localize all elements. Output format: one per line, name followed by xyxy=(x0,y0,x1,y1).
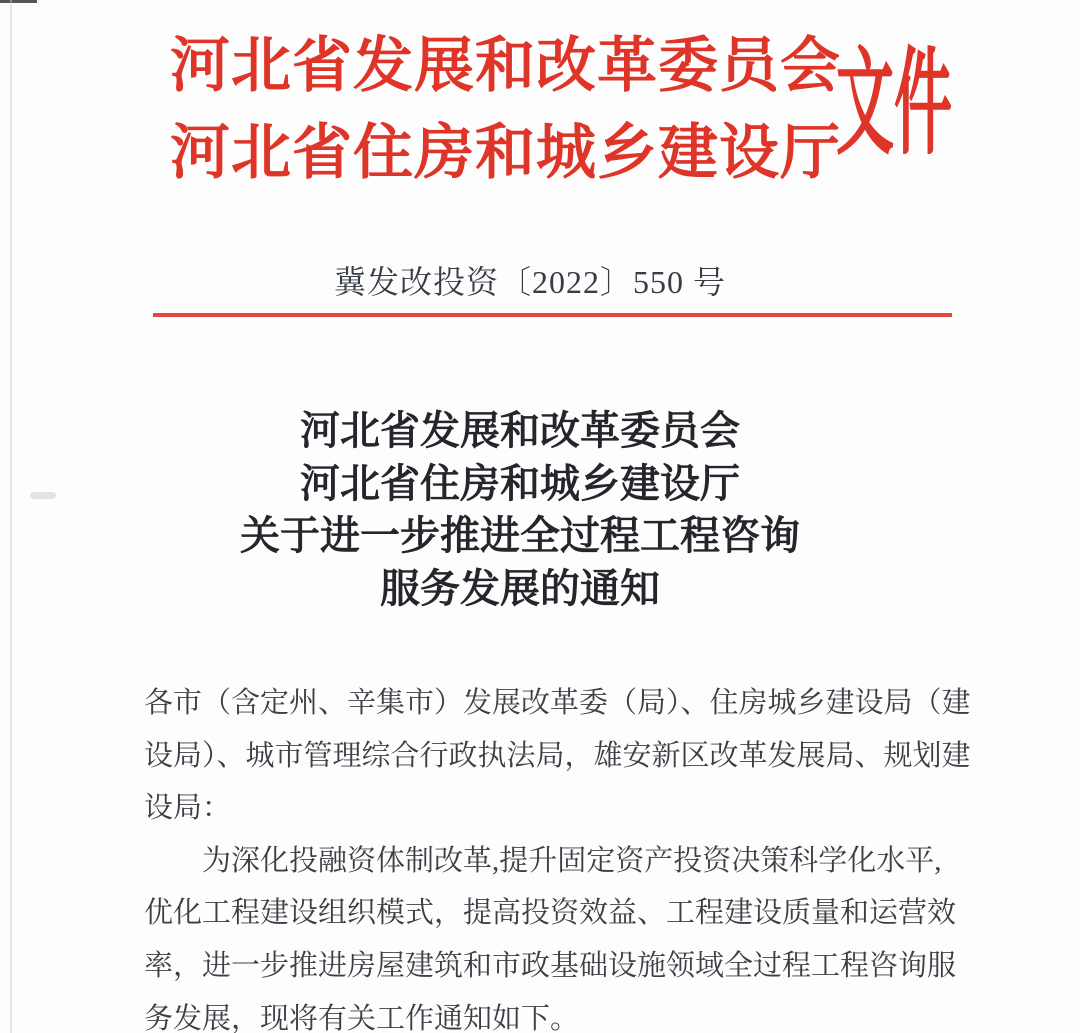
title-line-1: 河北省发展和改革委员会 xyxy=(300,408,740,453)
paragraph-line: 务发展，现将有关工作通知如下。 xyxy=(144,1002,580,1033)
red-separator-rule xyxy=(153,313,952,317)
agency-name-line-1: 河北省发展和改革委员会 xyxy=(170,33,841,99)
agency-name-line-2: 河北省住房和城乡建设厅 xyxy=(170,120,841,186)
paragraph-line: 优化工程建设组织模式，提高投资效益、工程建设质量和运营效 xyxy=(144,897,957,930)
paragraph-line: 率，进一步推进房屋建筑和市政基础设施领域全过程工程咨询服 xyxy=(144,949,957,982)
document-title xyxy=(0,405,1040,615)
paragraph-line: 为深化投融资体制改革,提升固定资产投资决策科学化水平, xyxy=(144,844,942,877)
title-line-2: 河北省住房和城乡建设厅 xyxy=(300,460,740,506)
salutation-line: 设局： xyxy=(144,792,232,825)
title-line-3: 关于进一步推进全过程工程咨询 xyxy=(240,513,800,558)
document-reference-number: 冀发改投资〔2022〕550 号 xyxy=(333,264,726,300)
salutation-line: 各市（含定州、辛集市）发展改革委（局）、住房城乡建设局（建 xyxy=(144,687,971,719)
scan-artifact-top-edge xyxy=(0,0,37,3)
title-line-4: 服务发展的通知 xyxy=(380,565,660,611)
document-mark-wenjian: 文件 xyxy=(836,41,952,169)
salutation-line: 设局）、城市管理综合行政执法局，雄安新区改革发展局、规划建 xyxy=(144,739,971,772)
document-body xyxy=(144,677,971,1033)
